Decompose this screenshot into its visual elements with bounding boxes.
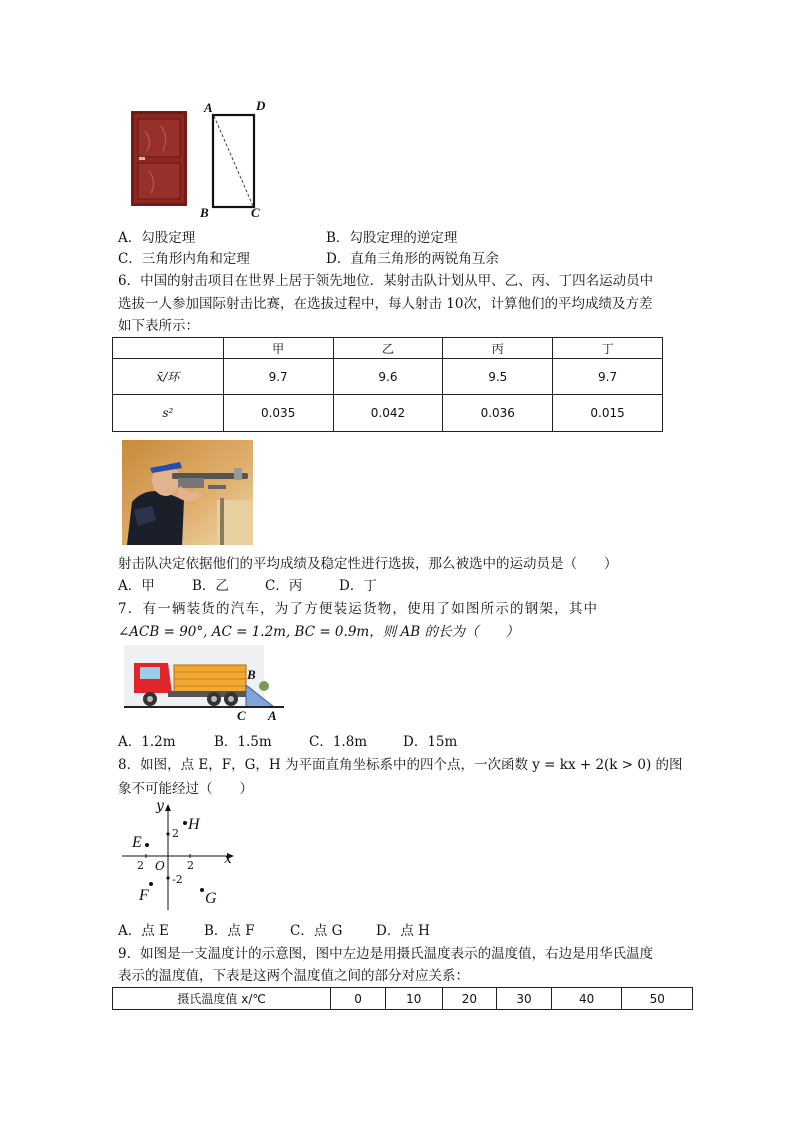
table-cell: 9.6 bbox=[333, 359, 443, 395]
q6-option-a: A．甲 bbox=[118, 578, 155, 594]
table-cell: 0.015 bbox=[553, 395, 663, 432]
table-cell: 0 bbox=[331, 988, 386, 1010]
q6-option-d: D．丁 bbox=[339, 578, 377, 594]
door-illustration bbox=[131, 111, 187, 206]
table-header-yi: 乙 bbox=[333, 338, 443, 359]
q8-option-c: C．点 G bbox=[290, 923, 343, 939]
point-label-h: H bbox=[188, 816, 200, 833]
table-row-label-mean: x̄/环 bbox=[113, 359, 224, 395]
point-label-f: F bbox=[139, 887, 149, 904]
table-row-label-variance: s² bbox=[113, 395, 224, 432]
table-cell: 50 bbox=[622, 988, 693, 1010]
table-cell: 0.036 bbox=[443, 395, 553, 432]
truck-label-a: A bbox=[268, 708, 277, 723]
tick-label-x-2: 2 bbox=[187, 859, 194, 872]
door-diagram bbox=[196, 98, 272, 220]
table-cell: 10 bbox=[385, 988, 442, 1010]
q7-option-d: D．15m bbox=[403, 734, 458, 750]
table-cell: 0.035 bbox=[223, 395, 333, 432]
door-image bbox=[131, 111, 187, 206]
q8-option-d: D．点 H bbox=[376, 923, 430, 939]
truck-label-b: B bbox=[247, 667, 256, 682]
tick-label-x-neg2: 2 bbox=[137, 859, 144, 872]
q8-option-b: B．点 F bbox=[204, 923, 255, 939]
q5-option-a: A．勾股定理 bbox=[118, 230, 196, 246]
table-cell: 0.042 bbox=[333, 395, 443, 432]
q5-option-b: B．勾股定理的逆定理 bbox=[326, 230, 458, 246]
q8-line-1: 8．如图，点 E，F，G，H 为平面直角坐标系中的四个点，一次函数 y = kx + 2(k > 0) 的图 bbox=[118, 757, 683, 773]
q6-option-c: C．丙 bbox=[265, 578, 303, 594]
axis-label-y: y bbox=[156, 798, 164, 814]
table-cell: 9.7 bbox=[223, 359, 333, 395]
q7-option-b: B．1.5m bbox=[214, 734, 272, 750]
table-cell: 30 bbox=[497, 988, 552, 1010]
q6-line-2: 选拔一人参加国际射击比赛，在选拔过程中，每人射击 10次，计算他们的平均成绩及方差 bbox=[118, 296, 653, 312]
q8-option-a: A．点 E bbox=[118, 923, 169, 939]
q8-line-2: 象不可能经过（ ） bbox=[118, 781, 253, 797]
table-cell: 20 bbox=[442, 988, 497, 1010]
q9-table-label: 摄氏温度值 x/℃ bbox=[113, 988, 331, 1010]
q6-option-b: B．乙 bbox=[192, 578, 229, 594]
tick-label-y-2: 2 bbox=[172, 827, 179, 840]
point-label-e: E bbox=[132, 834, 142, 851]
q6-score-table bbox=[112, 337, 663, 432]
q7-line-2: ∠ACB = 90°, AC = 1.2m, BC = 0.9m，则 AB 的长为（ ） bbox=[118, 624, 519, 640]
door-label-a: A bbox=[204, 100, 213, 115]
axis-label-x: x bbox=[224, 851, 232, 867]
q5-option-d: D．直角三角形的两锐角互余 bbox=[326, 251, 499, 267]
q5-option-c: C．三角形内角和定理 bbox=[118, 251, 250, 267]
table-cell: 9.5 bbox=[443, 359, 553, 395]
truck-label-c: C bbox=[237, 708, 246, 723]
q9-line-1: 9．如图是一支温度计的示意图，图中左边是用摄氏温度表示的温度值，右边是用华氏温度 bbox=[118, 946, 654, 962]
q9-line-2: 表示的温度值，下表是这两个温度值之间的部分对应关系： bbox=[118, 968, 469, 984]
q6-question: 射击队决定依据他们的平均成绩及稳定性进行选拔，那么被选中的运动员是（ ） bbox=[118, 556, 618, 572]
q7-option-a: A．1.2m bbox=[118, 734, 176, 750]
table-header-empty bbox=[113, 338, 224, 359]
q9-temperature-table bbox=[112, 987, 693, 1010]
table-header-jia: 甲 bbox=[223, 338, 333, 359]
q6-line-1: 6．中国的射击项目在世界上居于领先地位．某射击队计划从甲、乙、丙、丁四名运动员中 bbox=[118, 273, 654, 289]
q7-line-1: 7．有一辆装货的汽车，为了方便装运货物，使用了如图所示的钢架，其中 bbox=[118, 601, 599, 617]
shooter-illustration bbox=[122, 440, 253, 545]
table-cell: 40 bbox=[551, 988, 622, 1010]
shooter-photo bbox=[122, 440, 253, 545]
origin-label: O bbox=[155, 859, 165, 873]
table-header-ding: 丁 bbox=[553, 338, 663, 359]
q6-line-3: 如下表所示： bbox=[118, 318, 199, 334]
door-label-d: D bbox=[256, 98, 266, 113]
point-label-g: G bbox=[205, 890, 217, 907]
q7-option-c: C．1.8m bbox=[309, 734, 368, 750]
door-label-c: C bbox=[251, 205, 260, 220]
tick-label-y-neg2: -2 bbox=[172, 873, 183, 886]
door-label-b: B bbox=[200, 205, 209, 220]
table-cell: 9.7 bbox=[553, 359, 663, 395]
table-header-bing: 丙 bbox=[443, 338, 553, 359]
